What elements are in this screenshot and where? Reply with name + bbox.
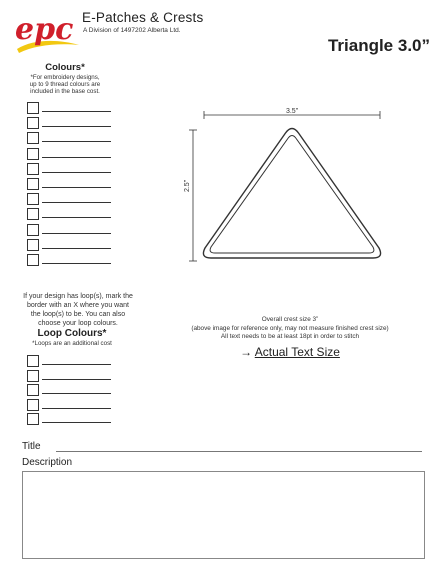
loop-colour-checkbox[interactable] [27, 413, 39, 425]
colour-name-line[interactable] [42, 202, 111, 203]
size-info-line: (above image for reference only, may not measure finished crest size) [191, 324, 389, 332]
size-info [150, 316, 430, 342]
colour-checkbox[interactable] [27, 193, 39, 205]
colour-checkbox[interactable] [27, 163, 39, 175]
colour-row [27, 224, 113, 236]
loop-colour-checkbox[interactable] [27, 355, 39, 367]
colour-name-line[interactable] [42, 248, 111, 249]
colour-name-line[interactable] [42, 141, 111, 142]
colour-checkbox[interactable] [27, 178, 39, 190]
size-info-line: Overall crest size 3” [261, 316, 319, 323]
colour-row [27, 208, 113, 220]
brand-name: E-Patches & Crests [82, 10, 204, 25]
loop-colours-heading: Loop Colours* [37, 328, 107, 339]
colour-name-line[interactable] [42, 263, 111, 264]
actual-text-size [150, 345, 430, 359]
colour-checkbox[interactable] [27, 148, 39, 160]
loop-colour-name-line[interactable] [42, 393, 111, 394]
colour-checkbox[interactable] [27, 254, 39, 266]
colour-checkbox[interactable] [27, 117, 39, 129]
form-title: Triangle 3.0” [327, 36, 430, 55]
logo-text: epc [15, 12, 74, 47]
loop-colour-row [27, 384, 113, 396]
triangle-template [186, 108, 398, 268]
loop-instruction-line: border with an X where you want [27, 302, 129, 309]
colour-name-line[interactable] [42, 172, 111, 173]
loop-instruction-line: the loop(s) to be. You can also [30, 311, 126, 318]
height-dimension-label: 2.5” [184, 179, 191, 193]
colour-name-line[interactable] [42, 111, 111, 112]
colour-row [27, 193, 113, 205]
colour-checkbox[interactable] [27, 239, 39, 251]
colour-row [27, 239, 113, 251]
colour-checkbox[interactable] [27, 208, 39, 220]
loop-colour-row [27, 413, 113, 425]
colour-checkbox[interactable] [27, 132, 39, 144]
colour-checkbox[interactable] [27, 102, 39, 114]
size-info-line: All text needs to be at least 18pt in order to stitch [220, 333, 360, 341]
loop-colour-checkbox[interactable] [27, 399, 39, 411]
loop-instruction-line: If your design has loop(s), mark the [23, 293, 133, 300]
colour-row [27, 148, 113, 160]
triangle-outline [203, 129, 380, 259]
loop-colour-name-line[interactable] [42, 408, 111, 409]
colour-row [27, 178, 113, 190]
loop-note: *Loops are an additional cost [32, 340, 112, 347]
colour-row [27, 163, 113, 175]
loop-colour-row [27, 355, 113, 367]
colours-note [16, 74, 114, 96]
loop-instructions [16, 292, 140, 328]
colour-name-line[interactable] [42, 187, 111, 188]
colour-name-line[interactable] [42, 126, 111, 127]
colours-heading: Colours* [45, 62, 85, 73]
triangle-inner-border [210, 136, 374, 254]
colour-row [27, 102, 113, 114]
arrow-icon: → [240, 345, 253, 359]
title-label: Title [22, 441, 41, 452]
loop-colour-checkbox[interactable] [27, 384, 39, 396]
colours-note-line: *For embroidery designs, [30, 74, 100, 81]
loop-instruction-line: choose your loop colours. [38, 320, 118, 327]
colour-row [27, 117, 113, 129]
description-field[interactable] [22, 471, 425, 559]
loop-colour-name-line[interactable] [42, 379, 111, 380]
colour-row [27, 254, 113, 266]
loop-colour-checkbox[interactable] [27, 370, 39, 382]
loop-colour-name-line[interactable] [42, 422, 111, 423]
division-text: A Division of 1497202 Alberta Ltd. [83, 27, 181, 34]
title-field[interactable] [56, 451, 422, 452]
loop-colour-row [27, 370, 113, 382]
actual-text-size-label: Actual Text Size [254, 345, 340, 359]
colour-checkbox[interactable] [27, 224, 39, 236]
colour-name-line[interactable] [42, 217, 111, 218]
description-label: Description [22, 457, 73, 468]
loop-colour-name-line[interactable] [42, 364, 111, 365]
loop-colour-row [27, 399, 113, 411]
colour-name-line[interactable] [42, 233, 111, 234]
epc-logo [13, 9, 81, 55]
colours-note-line: up to 9 thread colours are [29, 81, 101, 89]
colours-note-line: included in the base cost. [30, 88, 100, 96]
colour-name-line[interactable] [42, 157, 111, 158]
width-dimension-label: 3.5” [285, 108, 299, 115]
colour-row [27, 132, 113, 144]
